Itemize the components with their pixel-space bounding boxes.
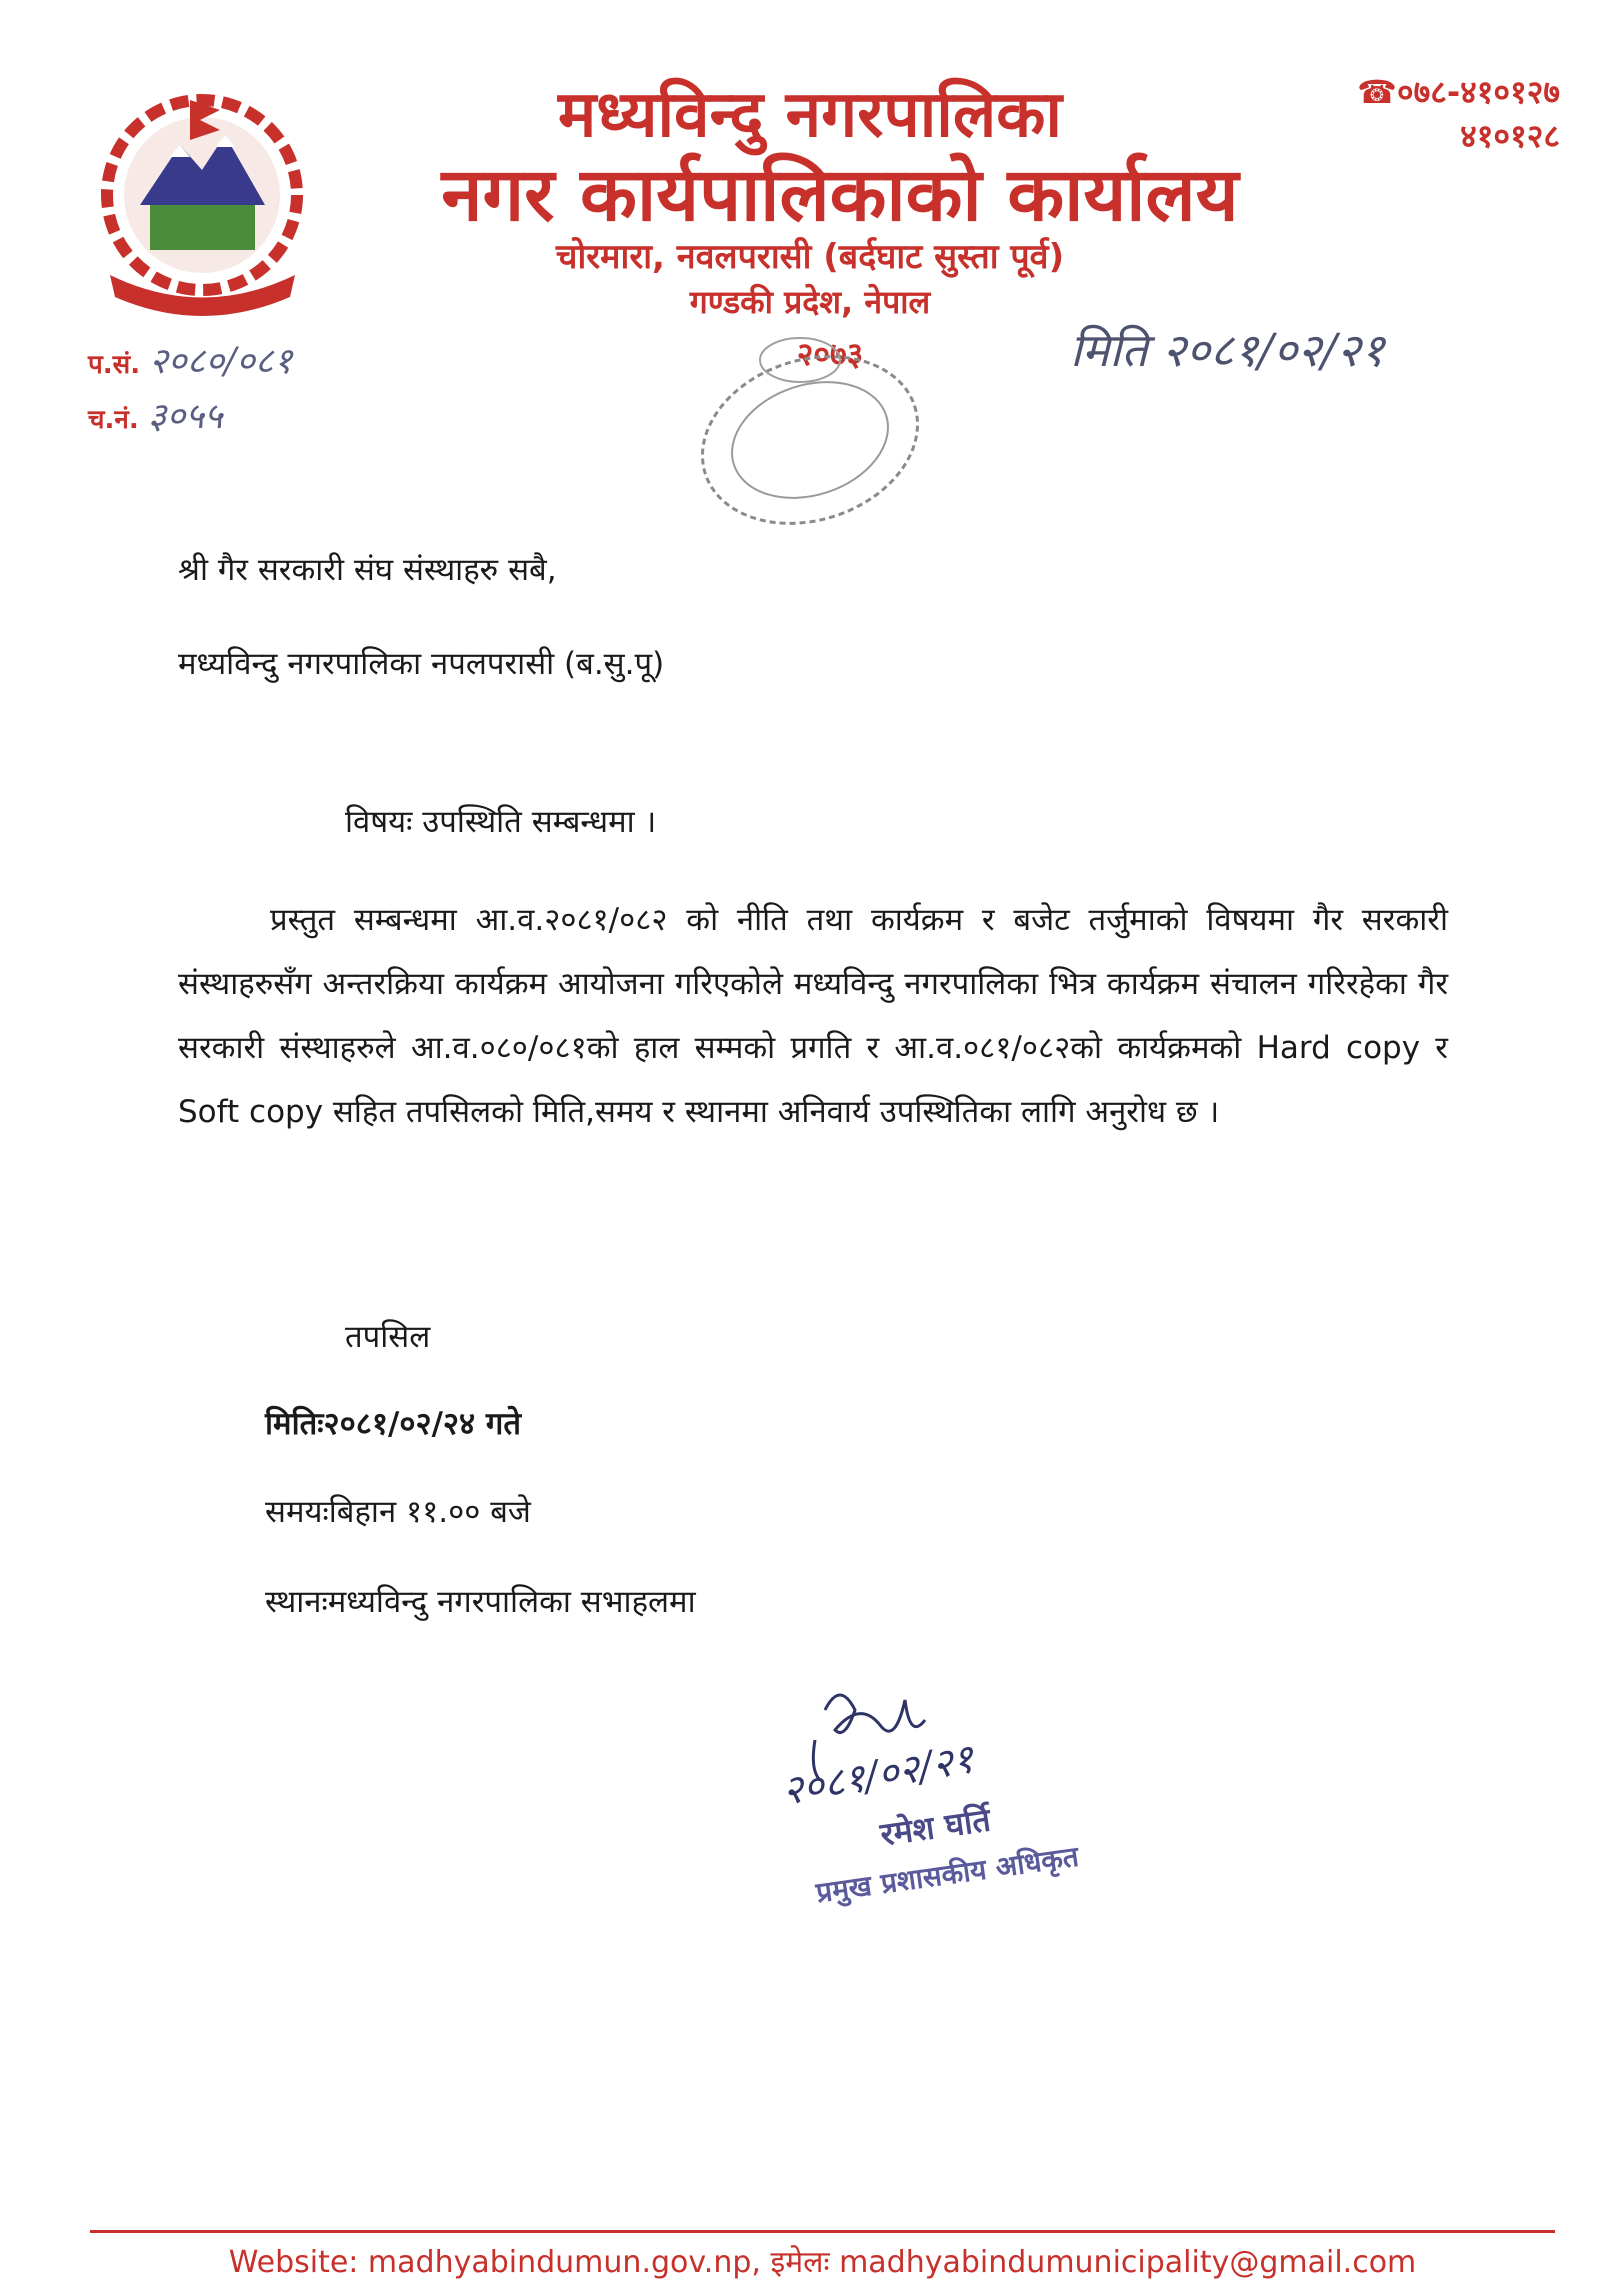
handwritten-date: मिति २०८१/०२/२१	[1070, 323, 1385, 377]
schedule-venue: स्थानःमध्यविन्दु नगरपालिका सभाहलमा	[265, 1584, 696, 1620]
phone-line-2: ४१०१२८	[1460, 117, 1560, 155]
patra-value: २०८०/०८१	[149, 341, 293, 382]
footer-divider	[90, 2230, 1555, 2233]
chalani-label: च.नं.	[88, 405, 139, 435]
recipient-line-2: मध्यविन्दु नगरपालिका नपलपरासी (ब.सु.पू)	[178, 646, 665, 682]
municipality-emblem	[70, 85, 335, 325]
schedule-heading: तपसिल	[345, 1319, 431, 1355]
office-address: चोरमारा, नवलपरासी (बर्दघाट सुस्ता पूर्व)	[555, 237, 1065, 277]
office-stamp	[680, 320, 940, 550]
schedule-time: समयःबिहान ११.०० बजे	[265, 1494, 531, 1530]
office-name: नगर कार्यपालिकाको कार्यालय	[441, 152, 1239, 238]
signature-date: २०८१/०२/२१	[785, 1735, 978, 1815]
body-text: प्रस्तुत सम्बन्धमा आ.व.२०८१/०८२ को नीति तथा कार्यक्रम र बजेट तर्जुमाको विषयमा गैर सरकारी संस्थाहरुसँग अन्तरक्रिया कार्यक्रम आयोजना गरिएकोले मध्यविन्दु नगरपालिका भित्र कार्यक्रम संचालन गरिरहेका गैर सरकारी संस्थाहरुले आ.व.०८०/०८१को हाल सम्मको प्रगति र आ.व.०८१/०८२को कार्यक्रमको Hard copy र Soft copy सहित तपसिलको मिति,समय र स्थानमा अनिवार्य उपस्थितिका लागि अनुरोध छ ।	[178, 902, 1448, 1130]
subject-line: विषयः उपस्थिति सम्बन्धमा ।	[345, 804, 657, 840]
footer-contact: Website: madhyabindumun.gov.np, इमेलः madhyabindumunicipality@gmail.com	[228, 2245, 1417, 2280]
established-year: २०७३	[796, 335, 864, 373]
recipient-line-1: श्री गैर सरकारी संघ संस्थाहरु सबै,	[178, 552, 557, 588]
chalani-number	[88, 390, 223, 439]
phone-line-1: ☎०७८-४१०१२७	[1357, 73, 1560, 111]
patra-label: प.सं.	[88, 350, 141, 380]
phone-numbers	[1300, 70, 1560, 158]
chalani-value: ३०५५	[147, 396, 223, 437]
province-line: गण्डकी प्रदेश, नेपाल	[689, 283, 931, 321]
patra-sankhya	[88, 335, 292, 384]
schedule-date: मितिः२०८१/०२/२४ गते	[265, 1406, 522, 1442]
body-paragraph	[178, 888, 1448, 1144]
signer-title: प्रमुख प्रशासकीय अधिकृत	[814, 1839, 1081, 1910]
signer-name: रमेश घर्ति	[877, 1800, 993, 1854]
municipality-name: मध्यविन्दु नगरपालिका	[557, 78, 1062, 152]
